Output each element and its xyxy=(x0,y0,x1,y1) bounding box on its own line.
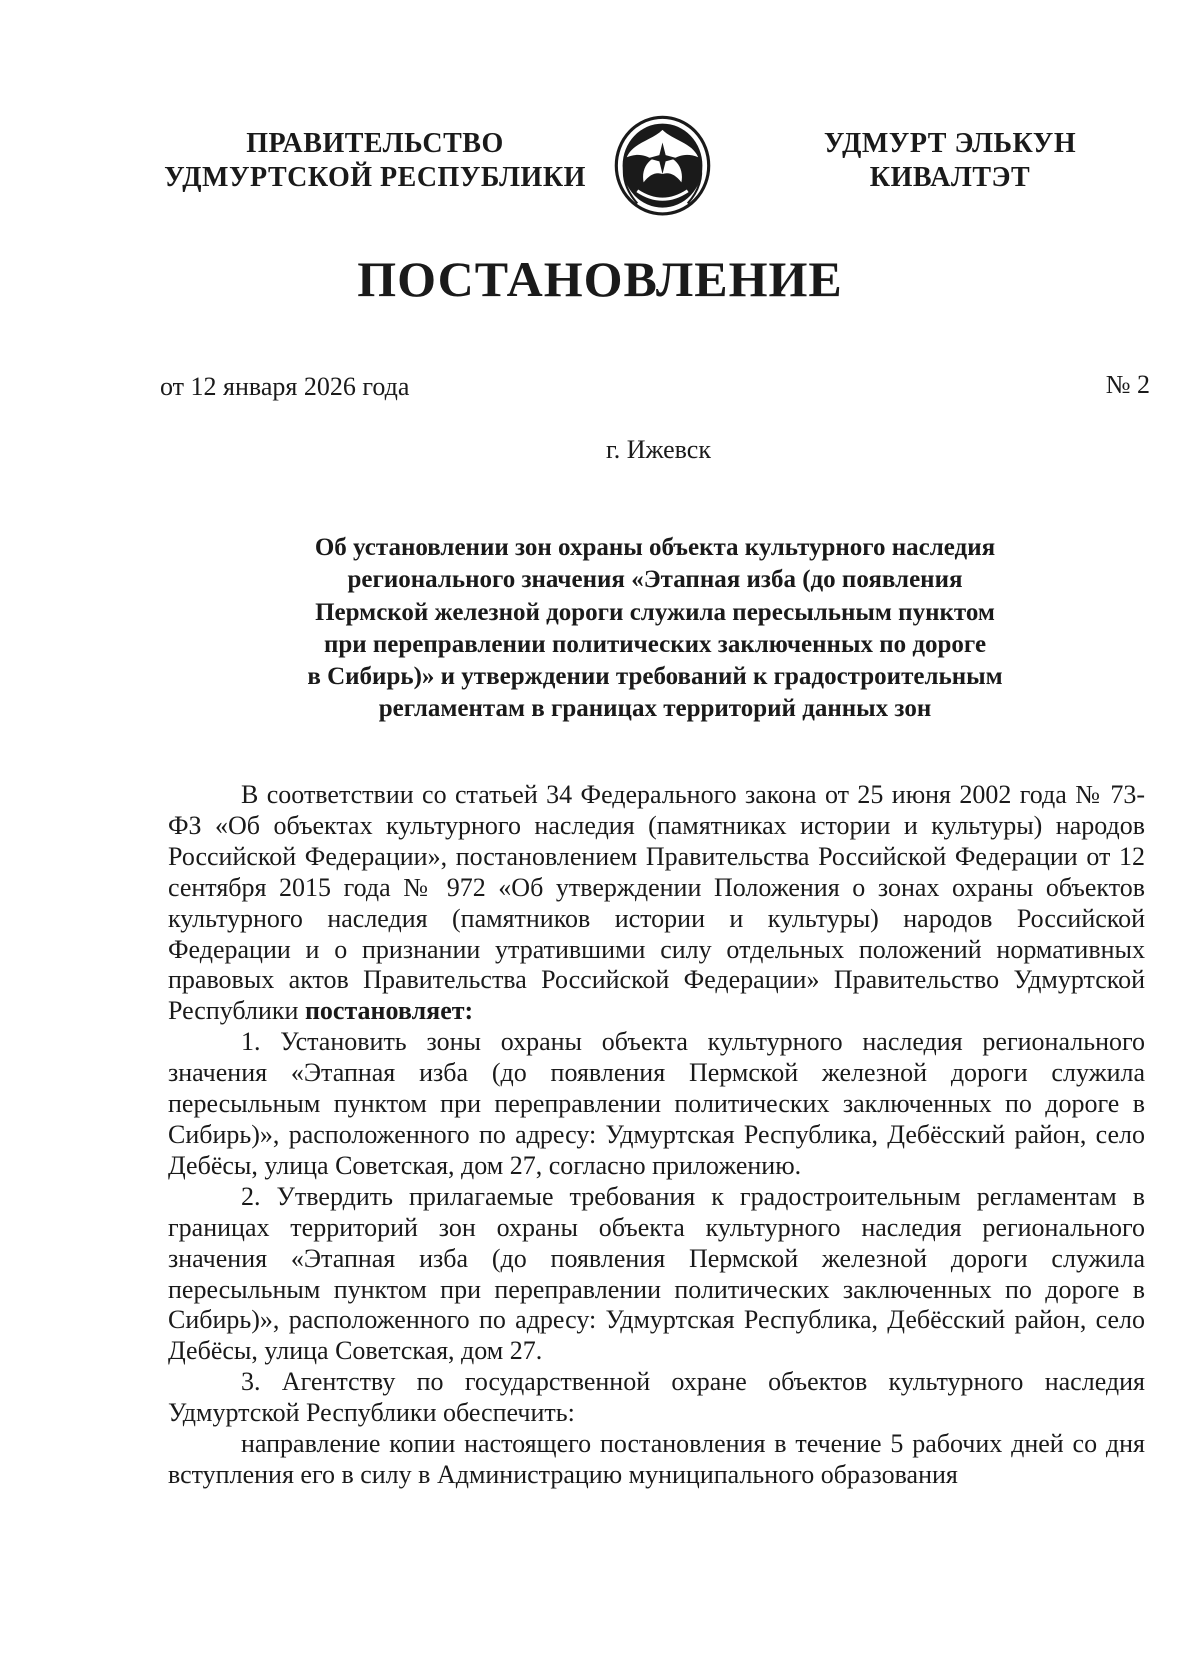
item-3-paragraph: 3. Агентству по государственной охране объектов культурного наследия Удмуртской Республики обеспечить: xyxy=(168,1367,1145,1428)
issuer-udmurt-line1: УДМУРТ ЭЛЬКУН xyxy=(823,128,1077,159)
document-type: ПОСТАНОВЛЕНИЕ xyxy=(357,251,843,307)
item-2-paragraph: 2. Утвердить прилагаемые требования к градостроительным регламентам в границах территорий зон охраны объекта культурного наследия регионального значения «Этапная изба (до появления Пермской железной дороги служила пересыльным пунктом при переправлении политических заключенных по дороге в Сибирь)», расположенного по адресу: Удмуртская Республика, Дебёсский район, село Дебёсы, улица Советская, дом 27. xyxy=(168,1181,1145,1366)
document-title xyxy=(230,532,1080,726)
title-line: Пермской железной дороги служила пересыльным пунктом xyxy=(315,598,995,626)
issuer-russian-line2: УДМУРТСКОЙ РЕСПУБЛИКИ xyxy=(164,162,586,193)
document-body xyxy=(168,780,1145,1491)
preamble-paragraph xyxy=(168,780,1145,1027)
title-line: при переправлении политических заключенных по дороге xyxy=(323,630,987,658)
document-number: № 2 xyxy=(1105,370,1150,399)
issuer-udmurt xyxy=(800,127,1100,195)
title-line: регионального значения «Этапная изба (до появления xyxy=(347,566,963,594)
document-city: г. Ижевск xyxy=(606,435,711,464)
coat-of-arms-icon xyxy=(610,111,715,216)
issuer-russian-line1: ПРАВИТЕЛЬСТВО xyxy=(246,128,504,159)
preamble-text: В соответствии со статьей 34 Федерального закона от 25 июня 2002 года № 73-ФЗ «Об объектах культурного наследия (памятниках истории и культуры) народов Российской Федерации», постановлением Правительства Российской Федерации от 12 сентября 2015 года № 972 «Об утверждении Положения о зонах охраны объектов культурного наследия (памятников истории и культуры) народов Российской Федерации и о признании утратившими силу отдельных положений нормативных правовых актов Правительства Российской Федерации» Правительство Удмуртской Республики xyxy=(168,780,1145,1026)
item-3-subparagraph: направление копии настоящего постановления в течение 5 рабочих дней со дня вступления его в силу в Администрацию муниципального образования xyxy=(168,1429,1145,1489)
title-line: в Сибирь)» и утверждении требований к градостроительным xyxy=(307,663,1003,691)
item-1-paragraph: 1. Установить зоны охраны объекта культурного наследия регионального значения «Этапная изба (до появления Пермской железной дороги служила пересыльным пунктом при переправлении политических заключенных по дороге в Сибирь)», расположенного по адресу: Удмуртская Республика, Дебёсский район, село Дебёсы, улица Советская, дом 27, согласно приложению. xyxy=(168,1027,1145,1180)
title-line: регламентам в границах территорий данных зон xyxy=(378,695,932,723)
issuer-udmurt-line2: КИВАЛТЭТ xyxy=(869,162,1031,193)
issuer-russian xyxy=(150,127,600,195)
preamble-decision: постановляет: xyxy=(304,996,474,1026)
document-date: от 12 января 2026 года xyxy=(160,372,410,401)
title-line: Об установлении зон охраны объекта культурного наследия xyxy=(314,534,996,561)
